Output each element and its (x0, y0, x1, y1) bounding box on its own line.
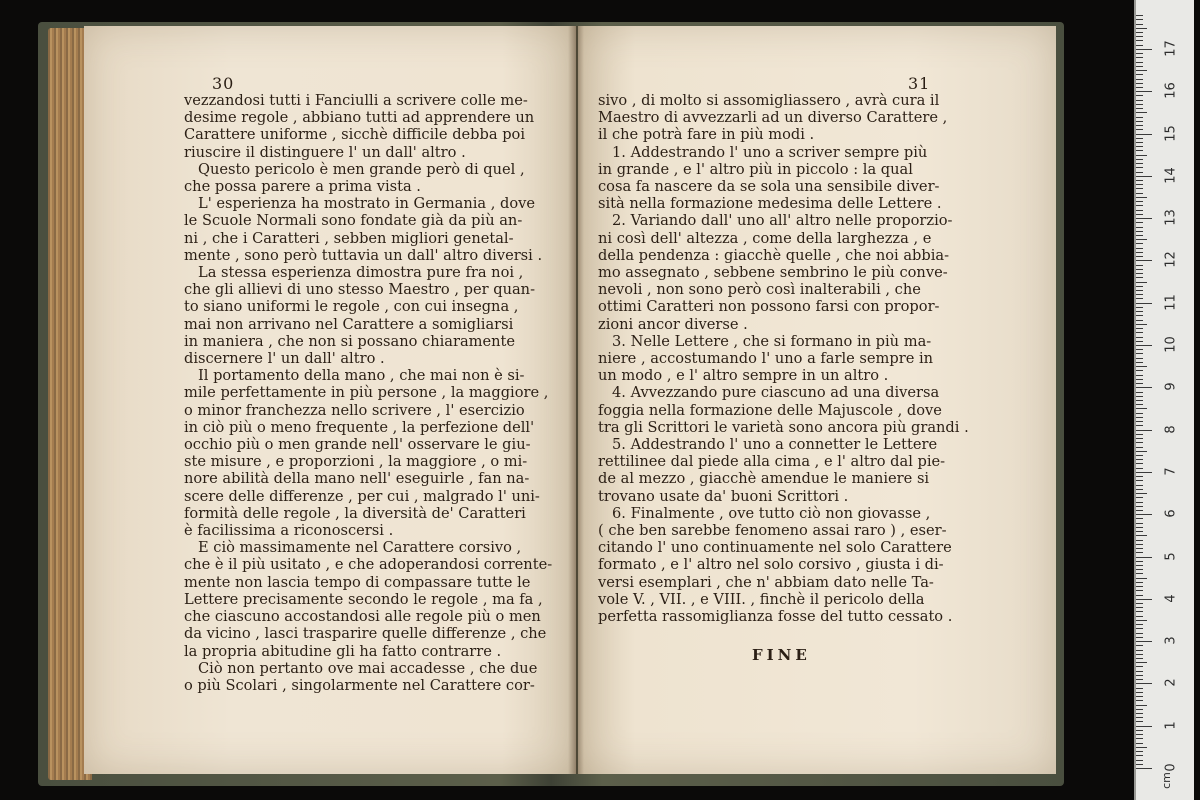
text-line: sivo , di molto si assomigliassero , avrà cura il (598, 92, 940, 109)
ruler-tick (1136, 303, 1152, 304)
ruler-tick (1136, 28, 1147, 29)
text-line: ste misure , e proporzioni , la maggiore , o mi- (184, 453, 528, 471)
ruler-tick (1136, 83, 1143, 84)
ruler-tick (1136, 362, 1143, 363)
ruler-tick (1136, 125, 1143, 126)
ruler-tick (1136, 442, 1143, 443)
ruler-tick (1136, 666, 1143, 667)
ruler-tick (1136, 341, 1143, 342)
ruler-tick (1136, 590, 1143, 591)
ruler-tick (1136, 717, 1143, 718)
ruler-tick (1136, 248, 1143, 249)
ruler-tick (1136, 506, 1143, 507)
text-line: il che potrà fare in più modi . (598, 126, 815, 144)
text-line: o più Scolari , singolarmente nel Carattere cor- (184, 676, 535, 694)
ruler-tick (1136, 188, 1143, 189)
text-line: mente , sono però tuttavia un dall' altro diversi . (184, 246, 543, 264)
text-line: la propria abitudine gli ha fatto contrarre . (184, 642, 502, 660)
ruler-tick (1136, 324, 1147, 325)
ruler-label: 7 (1163, 467, 1179, 476)
ruler-tick (1136, 523, 1143, 524)
ruler-tick (1136, 214, 1143, 215)
ruler-tick (1136, 19, 1143, 20)
text-line: 5. Addestrando l' uno a connetter le Lettere (612, 436, 938, 454)
ruler-tick (1136, 476, 1143, 477)
ruler-label: 10 (1163, 336, 1179, 353)
ruler-tick (1136, 24, 1143, 25)
ruler-tick (1136, 683, 1152, 684)
ruler-tick (1136, 366, 1147, 367)
ruler-tick (1136, 387, 1152, 388)
text-line: Questo pericolo è men grande però di quel , (198, 160, 525, 178)
text-line: formato , e l' altro nel solo corsivo , giusta i di- (598, 556, 944, 574)
ruler-tick (1136, 282, 1147, 283)
ruler-tick (1136, 611, 1143, 612)
book-gutter (568, 26, 584, 774)
ruler-tick (1136, 688, 1143, 689)
left-page (84, 26, 576, 774)
ruler-tick (1136, 755, 1143, 756)
text-line: occhio più o men grande nell' osservare le giu- (184, 436, 531, 454)
ruler-tick (1136, 383, 1143, 384)
ruler-tick (1136, 87, 1143, 88)
ruler-label: 2 (1163, 678, 1179, 688)
ruler-tick (1136, 459, 1143, 460)
ruler-tick (1136, 434, 1143, 435)
ruler-tick (1136, 375, 1143, 376)
ruler-tick (1136, 586, 1143, 587)
ruler-tick (1136, 146, 1143, 147)
ruler-tick (1136, 155, 1147, 156)
ruler-tick (1136, 379, 1143, 380)
ruler-tick (1136, 413, 1143, 414)
ruler-tick (1136, 658, 1143, 659)
ruler-tick (1136, 472, 1152, 473)
ruler-tick (1136, 662, 1147, 663)
text-line: scere delle differenze , per cui , malgrado l' uni- (184, 487, 540, 505)
ruler-label: 13 (1163, 209, 1179, 226)
text-line: che possa parere a prima vista . (184, 178, 421, 196)
ruler-tick (1136, 36, 1143, 37)
ruler-tick (1136, 654, 1143, 655)
ruler-tick (1136, 425, 1143, 426)
ruler-tick (1136, 734, 1143, 735)
text-line: 1. Addestrando l' uno a scriver sempre più (612, 143, 928, 161)
ruler-tick (1136, 53, 1143, 54)
ruler-tick (1136, 485, 1143, 486)
ruler-tick (1136, 578, 1147, 579)
ruler-tick (1136, 502, 1143, 503)
ruler-tick (1136, 108, 1143, 109)
ruler-tick (1136, 121, 1143, 122)
ruler-tick (1136, 747, 1147, 748)
ruler-tick (1136, 277, 1143, 278)
text-line: della pendenza : giacchè quelle , che noi abbia- (598, 246, 950, 264)
ruler-tick (1136, 518, 1143, 519)
ruler-tick (1136, 451, 1147, 452)
text-line: sità nella formazione medesima delle Lettere . (598, 195, 942, 213)
ruler-tick (1136, 738, 1143, 739)
text-line: 2. Variando dall' uno all' altro nelle proporzio- (612, 212, 953, 230)
ruler-tick (1136, 332, 1143, 333)
text-line: le Scuole Normali sono fondate già da più an- (184, 212, 523, 230)
ruler-tick (1136, 349, 1143, 350)
ruler-tick (1136, 768, 1152, 769)
ruler-tick (1136, 408, 1147, 409)
ruler-tick (1136, 180, 1143, 181)
ruler-tick (1136, 421, 1143, 422)
text-line: ottimi Caratteri non possono farsi con propor- (598, 298, 940, 316)
ruler-tick (1136, 595, 1143, 596)
ruler-tick (1136, 641, 1152, 642)
text-line: trovano usate da' buoni Scrittori . (598, 487, 849, 505)
ruler-tick (1136, 527, 1143, 528)
text-line: Maestro di avvezzarli ad un diverso Carattere , (598, 109, 948, 127)
ruler-tick (1136, 163, 1143, 164)
ruler-tick (1136, 637, 1143, 638)
ruler-tick (1136, 675, 1143, 676)
ruler-tick (1136, 726, 1152, 727)
ruler-tick (1136, 252, 1143, 253)
ruler-tick (1136, 599, 1152, 600)
text-line: ( che ben sarebbe fenomeno assai raro ) , eser- (598, 522, 947, 540)
ruler-tick (1136, 510, 1143, 511)
ruler-tick (1136, 205, 1143, 206)
ruler-tick (1136, 49, 1152, 50)
ruler-tick (1136, 650, 1143, 651)
ruler-tick (1136, 290, 1143, 291)
text-line: mile perfettamente in più persone , la maggiore , (184, 384, 549, 402)
ruler-tick (1136, 256, 1143, 257)
text-line: ni , che i Caratteri , sebben migliori genetal- (184, 229, 514, 247)
ruler-tick (1136, 760, 1143, 761)
ruler-tick (1136, 603, 1143, 604)
ruler-tick (1136, 463, 1143, 464)
text-line: mente non lascia tempo di compassare tutte le (184, 573, 531, 591)
ruler-tick (1136, 74, 1143, 75)
text-line: de al mezzo , giacchè amendue le maniere si (598, 470, 930, 488)
ruler-tick (1136, 764, 1143, 765)
ruler-tick (1136, 628, 1143, 629)
text-line: zioni ancor diverse . (598, 315, 748, 333)
ruler-tick (1136, 548, 1143, 549)
text-line: nore abilità della mano nell' eseguirle , fan na- (184, 470, 530, 488)
ruler-tick (1136, 70, 1147, 71)
ruler-tick (1136, 692, 1143, 693)
ruler-tick (1136, 138, 1143, 139)
ruler-tick (1136, 227, 1143, 228)
ruler-label: 0 (1163, 763, 1179, 772)
ruler-tick (1136, 328, 1143, 329)
ruler-tick (1136, 489, 1143, 490)
ruler-tick (1136, 184, 1143, 185)
ruler-tick (1136, 129, 1143, 130)
ruler-tick (1136, 400, 1143, 401)
left-page-number: 30 (212, 74, 235, 93)
ruler-tick (1136, 337, 1143, 338)
ruler-tick (1136, 345, 1152, 346)
text-line: 6. Finalmente , ove tutto ciò non giovasse , (612, 504, 931, 522)
ruler-label: 6 (1163, 509, 1179, 518)
text-line: è facilissima a riconoscersi . (184, 522, 394, 540)
ruler-label: 9 (1163, 382, 1179, 391)
text-line: mai non arrivano nel Carattere a somigliarsi (184, 315, 514, 333)
ruler-tick (1136, 645, 1143, 646)
ruler-tick (1136, 679, 1143, 680)
ruler-tick (1136, 531, 1143, 532)
text-line: da vicino , lasci trasparire quelle differenze , che (184, 625, 547, 643)
text-line: o minor franchezza nello scrivere , l' esercizio (184, 401, 525, 419)
ruler-label: 11 (1163, 293, 1179, 311)
right-page-number: 31 (908, 74, 931, 93)
ruler-tick (1136, 239, 1147, 240)
ruler-tick (1136, 633, 1143, 634)
text-line: 3. Nelle Lettere , che si formano in più ma- (612, 332, 932, 350)
ruler-tick (1136, 91, 1152, 92)
ruler-tick (1136, 514, 1152, 515)
right-page-text (598, 92, 969, 626)
text-line: mo assegnato , sebbene sembrino le più conve- (598, 264, 948, 282)
text-line: tra gli Scrittori le varietà sono ancora più grandi . (598, 418, 969, 436)
text-line: che è il più usitato , e che adoperandosi corrente- (184, 556, 553, 574)
ruler-tick (1136, 273, 1143, 274)
text-line: che gli allievi di uno stesso Maestro , per quan- (184, 281, 535, 299)
ruler-tick (1136, 417, 1143, 418)
ruler-label: 17 (1163, 40, 1179, 57)
ruler-tick (1136, 311, 1143, 312)
ruler-tick (1136, 172, 1143, 173)
ruler-tick (1136, 40, 1143, 41)
ruler-tick (1136, 104, 1143, 105)
ruler-tick (1136, 235, 1143, 236)
ruler-tick (1136, 709, 1143, 710)
ruler-tick (1136, 620, 1147, 621)
ruler-tick (1136, 696, 1143, 697)
ruler-tick (1136, 557, 1152, 558)
text-line: in maniera , che non si possano chiaramente (184, 332, 516, 350)
measuring-ruler (1134, 0, 1194, 800)
ruler-tick (1136, 544, 1143, 545)
ruler-tick (1136, 197, 1147, 198)
text-line: discernere l' un dall' altro . (184, 350, 385, 368)
text-line: 4. Avvezzando pure ciascuno ad una diversa (612, 384, 940, 402)
ruler-tick (1136, 320, 1143, 321)
text-line: desime regole , abbiano tutti ad apprendere un (184, 109, 535, 127)
ruler-tick (1136, 493, 1147, 494)
text-line: in ciò più o meno frequente , la perfezione dell' (184, 418, 535, 436)
ruler-label: 8 (1163, 424, 1179, 434)
ruler-tick (1136, 210, 1143, 211)
ruler-tick (1136, 222, 1143, 223)
ruler-tick (1136, 269, 1143, 270)
ruler-unit: cm (1159, 772, 1173, 789)
ruler-tick (1136, 607, 1143, 608)
ruler-tick (1136, 480, 1143, 481)
text-line: Ciò non pertanto ove mai accadesse , che due (198, 659, 538, 677)
ruler-tick (1136, 721, 1143, 722)
ruler-tick (1136, 404, 1143, 405)
ruler-tick (1136, 497, 1143, 498)
ruler-tick (1136, 100, 1143, 101)
ruler-tick (1136, 353, 1143, 354)
text-line: nevoli , non sono però così inalterabili , che (598, 281, 921, 299)
ruler-tick (1136, 159, 1143, 160)
text-line: vezzandosi tutti i Fanciulli a scrivere colle me- (184, 92, 528, 109)
ruler-tick (1136, 616, 1143, 617)
ruler-tick (1136, 358, 1143, 359)
ruler-tick (1136, 455, 1143, 456)
right-page (578, 26, 1056, 774)
ruler-label: 5 (1163, 551, 1179, 561)
ruler-tick (1136, 573, 1143, 574)
text-line: Carattere uniforme , sicchè difficile debba poi (184, 126, 525, 144)
ruler-tick (1136, 315, 1143, 316)
ruler-tick (1136, 743, 1143, 744)
ruler-tick (1136, 540, 1143, 541)
ruler-tick (1136, 447, 1143, 448)
end-word: FINE (752, 646, 811, 664)
ruler-tick (1136, 150, 1143, 151)
ruler-tick (1136, 705, 1147, 706)
ruler-label: 1 (1163, 721, 1179, 730)
ruler-tick (1136, 260, 1152, 261)
ruler-tick (1136, 392, 1143, 393)
ruler-tick (1136, 142, 1143, 143)
ruler-tick (1136, 713, 1143, 714)
ruler-tick (1136, 396, 1143, 397)
ruler-tick (1136, 671, 1143, 672)
ruler-tick (1136, 265, 1143, 266)
text-line: Lettere precisamente secondo le regole , ma fa , (184, 590, 543, 608)
ruler-tick (1136, 569, 1143, 570)
text-line: versi esemplari , che n' abbiam dato nelle Ta- (598, 573, 934, 591)
ruler-tick (1136, 298, 1143, 299)
text-line: L' esperienza ha mostrato in Germania , dove (198, 195, 536, 213)
text-line: cosa fa nascere da se sola una sensibile diver- (598, 178, 940, 196)
text-line: E ciò massimamente nel Carattere corsivo , (198, 539, 522, 557)
ruler-tick (1136, 32, 1143, 33)
ruler-tick (1136, 15, 1143, 16)
text-line: che ciascuno accostandosi alle regole più o men (184, 608, 541, 626)
ruler-tick (1136, 193, 1143, 194)
ruler-tick (1136, 66, 1143, 67)
text-line: to siano uniformi le regole , con cui insegna , (184, 298, 519, 316)
text-line: riuscire il distinguere l' un dall' altro . (184, 143, 466, 161)
ruler-tick (1136, 134, 1152, 135)
ruler-tick (1136, 535, 1147, 536)
ruler-tick (1136, 624, 1143, 625)
ruler-tick (1136, 565, 1143, 566)
text-line: in grande , e l' altro più in piccolo : la qual (598, 160, 913, 178)
ruler-tick (1136, 45, 1143, 46)
ruler-tick (1136, 294, 1143, 295)
ruler-tick (1136, 700, 1143, 701)
text-line: rettilinee dal piede alla cima , e l' altro dal pie- (598, 453, 946, 471)
ruler-tick (1136, 730, 1143, 731)
text-line: vole V. , VII. , e VIII. , finchè il pericolo della (598, 590, 925, 608)
ruler-tick (1136, 552, 1143, 553)
ruler-tick (1136, 57, 1143, 58)
ruler-tick (1136, 62, 1143, 63)
ruler-tick (1136, 751, 1143, 752)
text-line: Il portamento della mano , che mai non è si- (198, 367, 525, 385)
ruler-tick (1136, 176, 1152, 177)
text-line: foggia nella formazione delle Majuscole , dove (598, 401, 942, 419)
ruler-label: 3 (1163, 636, 1179, 645)
text-line: citando l' uno continuamente nel solo Carattere (598, 539, 952, 557)
text-line: perfetta rassomiglianza fosse del tutto cessato . (598, 608, 953, 626)
text-line: un modo , e l' altro sempre in un altro . (598, 367, 889, 385)
text-line: niere , accostumando l' uno a farle sempre in (598, 350, 934, 368)
ruler-tick (1136, 430, 1152, 431)
ruler-label: 15 (1163, 124, 1179, 142)
ruler-tick (1136, 438, 1143, 439)
ruler-label: 12 (1163, 251, 1179, 269)
ruler-tick (1136, 243, 1143, 244)
ruler-tick (1136, 167, 1143, 168)
ruler-tick (1136, 112, 1147, 113)
ruler-tick (1136, 370, 1143, 371)
ruler-tick (1136, 218, 1152, 219)
text-line: ni così dell' altezza , come della larghezza , e (598, 229, 932, 247)
ruler-tick (1136, 468, 1143, 469)
text-line: formità delle regole , la diversità de' Caratteri (184, 504, 526, 522)
ruler-tick (1136, 201, 1143, 202)
ruler-tick (1136, 79, 1143, 80)
ruler-tick (1136, 286, 1143, 287)
ruler-label: 4 (1163, 594, 1179, 603)
ruler-label: 16 (1163, 82, 1179, 99)
ruler-label: 14 (1163, 167, 1179, 184)
ruler-tick (1136, 231, 1143, 232)
ruler-tick (1136, 307, 1143, 308)
ruler-tick (1136, 117, 1143, 118)
left-page-text (184, 92, 553, 694)
ruler-tick (1136, 582, 1143, 583)
text-line: La stessa esperienza dimostra pure fra noi , (198, 264, 524, 282)
ruler-tick (1136, 561, 1143, 562)
ruler-tick (1136, 95, 1143, 96)
